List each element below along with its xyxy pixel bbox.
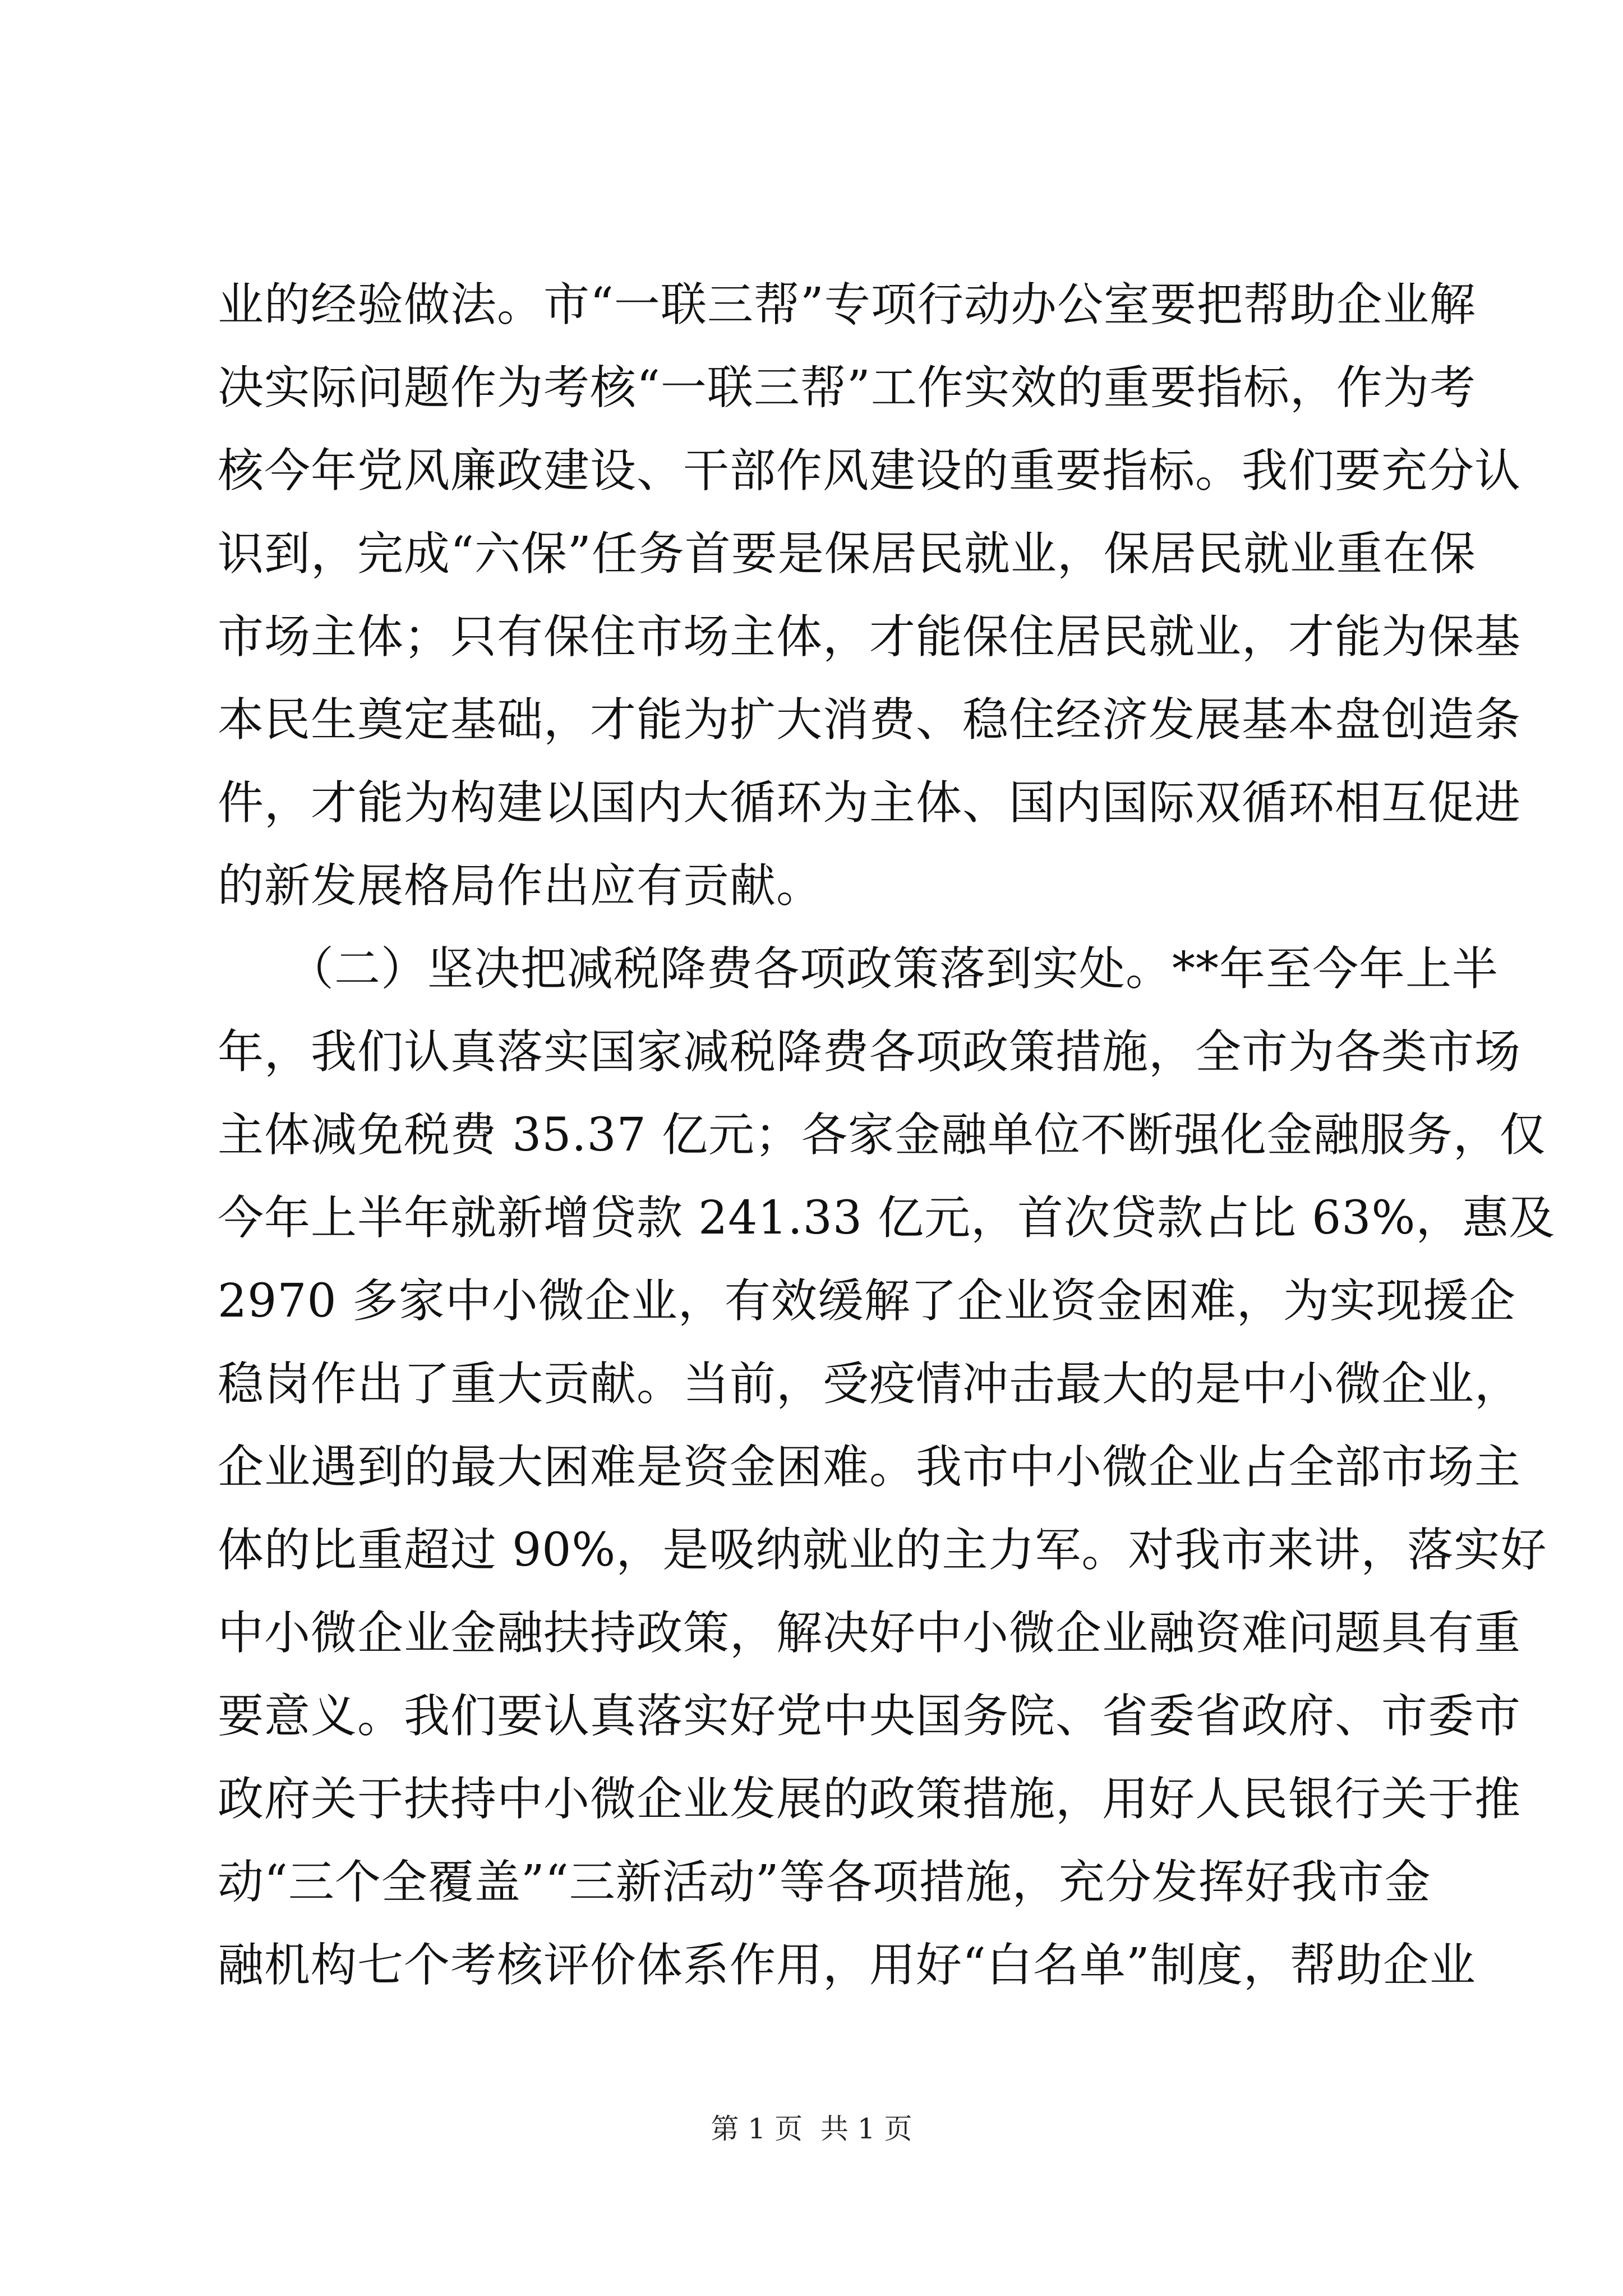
text-line: 核今年党风廉政建设、干部作风建设的重要指标。我们要充分认	[218, 444, 1521, 498]
section-heading-line: （二）坚决把减税降费各项政策落到实处。**年至今年上半	[218, 942, 1499, 996]
text-line: 业的经验做法。市“一联三帮”专项行动办公室要把帮助企业解	[218, 278, 1476, 332]
page-footer	[0, 2109, 1623, 2148]
text-line: 融机构七个考核评价体系作用，用好“白名单”制度，帮助企业	[218, 1939, 1476, 1992]
text-line: 要意义。我们要认真落实好党中央国务院、省委省政府、市委市	[218, 1690, 1521, 1743]
text-line: 决实际问题作为考核“一联三帮”工作实效的重要指标，作为考	[218, 361, 1476, 415]
text-line: 今年上半年就新增贷款 241.33 亿元，首次贷款占比 63%，惠及	[218, 1191, 1556, 1245]
text-line: 本民生奠定基础，才能为扩大消费、稳住经济发展基本盘创造条	[218, 693, 1521, 747]
page-number-label: 第 1 页 共 1 页	[711, 2113, 912, 2145]
text-line: 企业遇到的最大困难是资金困难。我市中小微企业占全部市场主	[218, 1441, 1521, 1494]
text-line: 中小微企业金融扶持政策，解决好中小微企业融资难问题具有重	[218, 1607, 1521, 1660]
text-line: 政府关于扶持中小微企业发展的政策措施，用好人民银行关于推	[218, 1773, 1521, 1826]
text-line: 稳岗作出了重大贡献。当前，受疫情冲击最大的是中小微企业，	[218, 1358, 1521, 1411]
text-line: 体的比重超过 90%，是吸纳就业的主力军。对我市来讲，落实好	[218, 1524, 1547, 1577]
text-line: 主体减免税费 35.37 亿元；各家金融单位不断强化金融服务，仅	[218, 1108, 1546, 1162]
text-line: 识到，完成“六保”任务首要是保居民就业，保居民就业重在保	[218, 527, 1476, 581]
text-line: 年，我们认真落实国家减税降费各项政策措施，全市为各类市场	[218, 1025, 1521, 1079]
text-line: 件，才能为构建以国内大循环为主体、国内国际双循环相互促进	[218, 776, 1521, 830]
text-line: 市场主体；只有保住市场主体，才能保住居民就业，才能为保基	[218, 610, 1521, 664]
text-line: 2970 多家中小微企业，有效缓解了企业资金困难，为实现援企	[218, 1274, 1516, 1328]
body-text	[218, 264, 1556, 2007]
text-line: 动“三个全覆盖”“三新活动”等各项措施，充分发挥好我市金	[218, 1856, 1431, 1909]
text-line: 的新发展格局作出应有贡献。	[218, 859, 823, 913]
